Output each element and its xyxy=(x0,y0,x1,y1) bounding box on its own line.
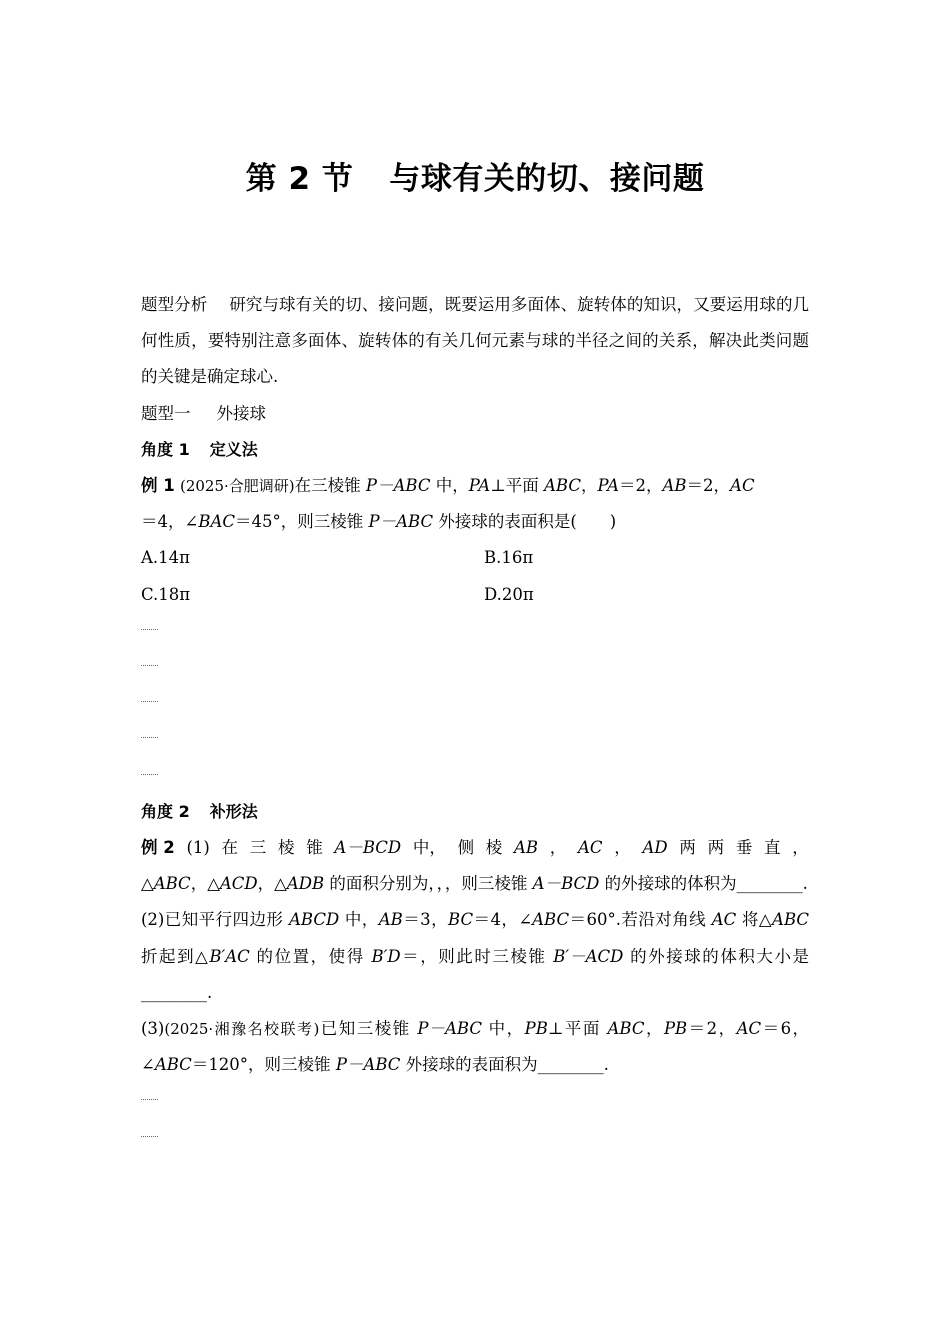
example2-part3: (3)(2025·湘豫名校联考)已知三棱锥 P－ABC 中，PB⊥平面 ABC，PB＝2，AC＝6，∠ABC＝120°，则三棱锥 P－ABC 外接球的表面积为________. xyxy=(141,1018,810,1075)
intro-paragraph xyxy=(141,287,809,396)
example1-label: 例 1 xyxy=(141,476,175,496)
intro-text: 研究与球有关的切、接问题，既要运用多面体、旋转体的知识，又要运用球的几何性质，要特别注意多面体、旋转体的有关几何元素与球的半径之间的关系，解决此类问题的关键是确定球心. xyxy=(141,295,810,387)
page-title xyxy=(0,155,950,203)
example2-part3-source: (2025·湘豫名校联考) xyxy=(164,1019,320,1038)
answer-space-line xyxy=(141,758,809,794)
angle2-heading: 角度 2 补形法 xyxy=(141,801,258,821)
example2-part2: (2)已知平行四边形 ABCD 中，AB＝3，BC＝4，∠ABC＝60°.若沿对角线 AC 将△ABC 折起到△B′AC 的位置，使得 B′D＝，则此时三棱锥 B′－ACD 的外接球的体积大小是________. xyxy=(141,910,810,1002)
document-body xyxy=(141,287,809,1156)
example2-part1-line1: 例 2 (1) 在 三 棱 锥 A－BCD 中， 侧 棱 AB ， AC ， AD 两 两 垂 直 ， xyxy=(141,837,809,857)
answer-space-line xyxy=(141,1120,809,1156)
option-c: C.18π xyxy=(141,584,191,604)
example1-options xyxy=(141,540,809,612)
example1-source: (2025·合肥调研) xyxy=(179,477,295,496)
answer-space-line xyxy=(141,685,809,721)
option-a: A.14π xyxy=(141,548,191,568)
answer-space-line xyxy=(141,1083,809,1119)
example1-question: 例 1 (2025·合肥调研)在三棱锥 P－ABC 中，PA⊥平面 ABC，PA＝2，AB＝2，AC ＝4，∠BAC＝45°，则三棱锥 P－ABC 外接球的表面积是( ) xyxy=(141,476,755,532)
answer-space-line xyxy=(141,649,809,685)
answer-space-line xyxy=(141,613,809,649)
intro-label: 题型分析 xyxy=(141,295,208,314)
section-number: 第 2 节 xyxy=(245,161,354,197)
type1-heading: 题型一 外接球 xyxy=(141,403,266,423)
example2-part1-rest: △ABC，△ACD，△ADB 的面积分别为，，，则三棱锥 A－BCD 的外接球的体积为________. xyxy=(141,874,808,894)
option-b: B.16π xyxy=(484,548,534,568)
angle1-heading: 角度 1 定义法 xyxy=(141,439,258,459)
answer-space-line xyxy=(141,721,809,757)
section-topic: 与球有关的切、接问题 xyxy=(389,161,705,197)
option-d: D.20π xyxy=(484,584,534,604)
